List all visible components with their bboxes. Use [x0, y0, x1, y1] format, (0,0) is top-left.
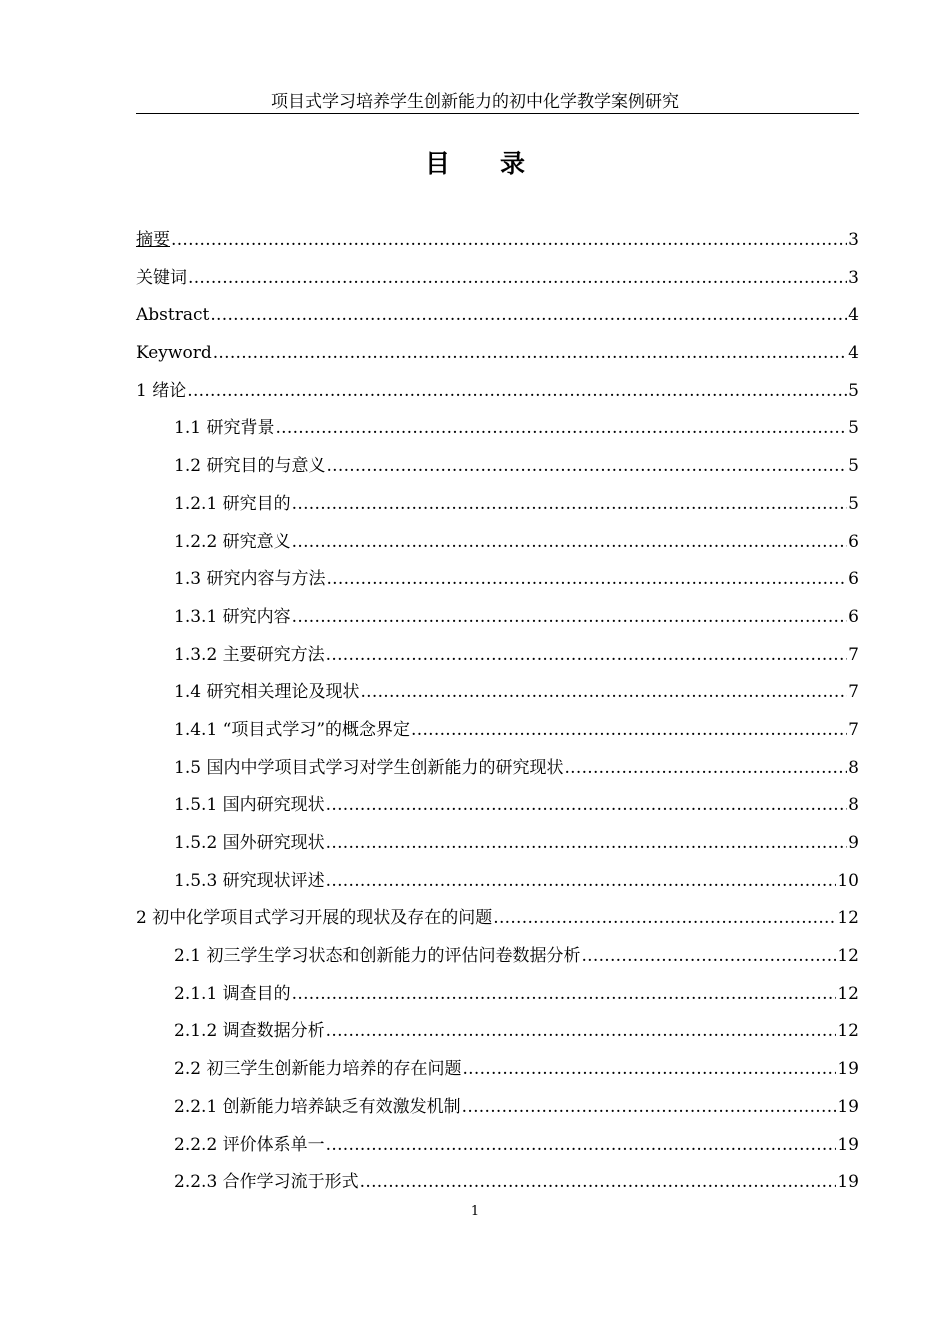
toc-dot-leader — [462, 1056, 836, 1082]
toc-heading: 目录 — [424, 149, 575, 178]
toc-entry[interactable] — [136, 227, 859, 265]
toc-entry-label: Abstract — [136, 305, 210, 326]
toc-entry[interactable] — [136, 340, 859, 378]
toc-entry-page: 12 — [837, 1021, 859, 1042]
toc-entry-page: 8 — [848, 757, 859, 778]
toc-dot-leader — [462, 1094, 837, 1120]
toc-entry-page: 7 — [848, 719, 859, 740]
toc-entry[interactable] — [136, 378, 859, 416]
toc-entry[interactable] — [136, 868, 859, 906]
toc-entry[interactable] — [136, 830, 859, 868]
toc-entry[interactable] — [136, 642, 859, 680]
toc-dot-leader — [210, 302, 847, 328]
toc-entry-label: 2.2.2 评价体系单一 — [174, 1134, 325, 1155]
toc-entry-label: 1 绪论 — [136, 380, 187, 401]
toc-entry-label: 2.1 初三学生学习状态和创新能力的评估问卷数据分析 — [174, 946, 581, 967]
toc-dot-leader — [326, 566, 847, 592]
toc-entry[interactable] — [136, 1169, 859, 1207]
toc-entry-label: 1.5 国内中学项目式学习对学生创新能力的研究现状 — [174, 757, 564, 778]
toc-entry-page: 3 — [848, 230, 859, 250]
toc-entry-label: 1.2.1 研究目的 — [174, 493, 291, 514]
toc-dot-leader — [326, 1132, 837, 1158]
toc-dot-leader — [292, 981, 837, 1007]
toc-dot-leader — [326, 642, 848, 668]
toc-entry[interactable] — [136, 529, 859, 567]
toc-entry-page: 5 — [848, 418, 859, 439]
toc-entry-page: 12 — [837, 983, 859, 1004]
table-of-contents — [136, 227, 859, 1207]
toc-entry-label: 1.5.2 国外研究现状 — [174, 833, 325, 853]
toc-dot-leader — [326, 792, 848, 818]
toc-dot-leader — [360, 679, 847, 705]
toc-dot-leader — [326, 830, 848, 856]
toc-entry[interactable] — [136, 491, 859, 529]
toc-dot-leader — [564, 755, 847, 781]
page-number: 1 — [470, 1204, 480, 1219]
toc-entry[interactable] — [136, 792, 859, 830]
toc-entry-page: 12 — [837, 908, 859, 929]
toc-entry-page: 7 — [848, 644, 859, 665]
toc-entry[interactable] — [136, 717, 859, 755]
toc-entry-label: 1.4 研究相关理论及现状 — [174, 682, 360, 703]
toc-entry-page: 5 — [848, 456, 859, 477]
toc-dot-leader — [326, 453, 847, 479]
toc-entry-label: 2.1.2 调查数据分析 — [174, 1021, 325, 1042]
toc-entry[interactable] — [136, 679, 859, 717]
toc-entry-page: 4 — [848, 305, 859, 326]
toc-entry-label: 2.1.1 调查目的 — [174, 983, 291, 1004]
toc-entry-label: 1.4.1 “项目式学习”的概念界定 — [174, 719, 411, 740]
toc-entry-label: 1.1 研究背景 — [174, 418, 275, 439]
toc-dot-leader — [275, 415, 847, 441]
toc-entry[interactable] — [136, 943, 859, 981]
toc-dot-leader — [292, 491, 848, 517]
toc-entry-page: 12 — [837, 946, 859, 967]
toc-entry-page: 6 — [848, 569, 859, 590]
toc-entry-label: 2.2 初三学生创新能力培养的存在问题 — [174, 1059, 462, 1080]
toc-entry-label: 1.2 研究目的与意义 — [174, 456, 326, 477]
toc-dot-leader — [493, 905, 836, 931]
toc-entry[interactable] — [136, 566, 859, 604]
toc-entry-label: 1.3.1 研究内容 — [174, 606, 291, 627]
toc-entry-page: 9 — [848, 833, 859, 853]
toc-dot-leader — [292, 604, 848, 630]
toc-entry-page: 19 — [837, 1096, 859, 1117]
toc-entry-page: 8 — [848, 795, 859, 816]
toc-dot-leader — [326, 1018, 837, 1044]
toc-entry[interactable] — [136, 1132, 859, 1170]
toc-entry[interactable] — [136, 604, 859, 642]
toc-dot-leader — [171, 227, 847, 253]
toc-entry-label: 1.2.2 研究意义 — [174, 531, 291, 552]
header-divider — [136, 113, 859, 114]
toc-entry-page: 19 — [837, 1134, 859, 1155]
toc-entry-label: 1.5.3 研究现状评述 — [174, 870, 325, 891]
toc-entry-label: 2.2.1 创新能力培养缺乏有效激发机制 — [174, 1096, 461, 1117]
toc-entry-page: 4 — [848, 343, 859, 364]
toc-entry-page: 5 — [848, 380, 859, 401]
running-header-title: 项目式学习培养学生创新能力的初中化学教学案例研究 — [271, 92, 679, 112]
toc-dot-leader — [292, 529, 848, 555]
toc-entry[interactable] — [136, 415, 859, 453]
toc-dot-leader — [411, 717, 847, 743]
toc-entry-label: 1.5.1 国内研究现状 — [174, 795, 325, 816]
toc-dot-leader — [360, 1169, 837, 1195]
toc-entry-page: 10 — [837, 870, 859, 891]
toc-entry-page: 7 — [848, 682, 859, 703]
toc-entry-label: 1.3.2 主要研究方法 — [174, 644, 325, 665]
toc-entry[interactable] — [136, 755, 859, 793]
toc-entry-label: 2.2.3 合作学习流于形式 — [174, 1172, 359, 1193]
toc-entry-page: 5 — [848, 493, 859, 514]
toc-entry[interactable] — [136, 981, 859, 1019]
toc-entry[interactable] — [136, 1018, 859, 1056]
toc-entry[interactable] — [136, 1056, 859, 1094]
toc-entry[interactable] — [136, 302, 859, 340]
toc-entry[interactable] — [136, 265, 859, 303]
toc-entry-label: 关键词 — [136, 267, 187, 288]
toc-dot-leader — [326, 868, 837, 894]
toc-entry-label: Keyword — [136, 343, 212, 364]
toc-dot-leader — [581, 943, 836, 969]
toc-dot-leader — [213, 340, 847, 366]
toc-entry-page: 6 — [848, 531, 859, 552]
toc-entry-label: 2 初中化学项目式学习开展的现状及存在的问题 — [136, 908, 493, 929]
toc-dot-leader — [187, 378, 847, 404]
toc-entry-page: 19 — [837, 1059, 859, 1080]
toc-entry-page: 19 — [837, 1172, 859, 1193]
toc-entry[interactable] — [136, 453, 859, 491]
toc-entry-page: 3 — [848, 267, 859, 288]
toc-entry-label: 1.3 研究内容与方法 — [174, 569, 326, 590]
toc-entry[interactable] — [136, 905, 859, 943]
toc-entry-label: 摘要 — [136, 230, 170, 250]
toc-entry-page: 6 — [848, 606, 859, 627]
toc-dot-leader — [188, 265, 847, 291]
toc-entry[interactable] — [136, 1094, 859, 1132]
